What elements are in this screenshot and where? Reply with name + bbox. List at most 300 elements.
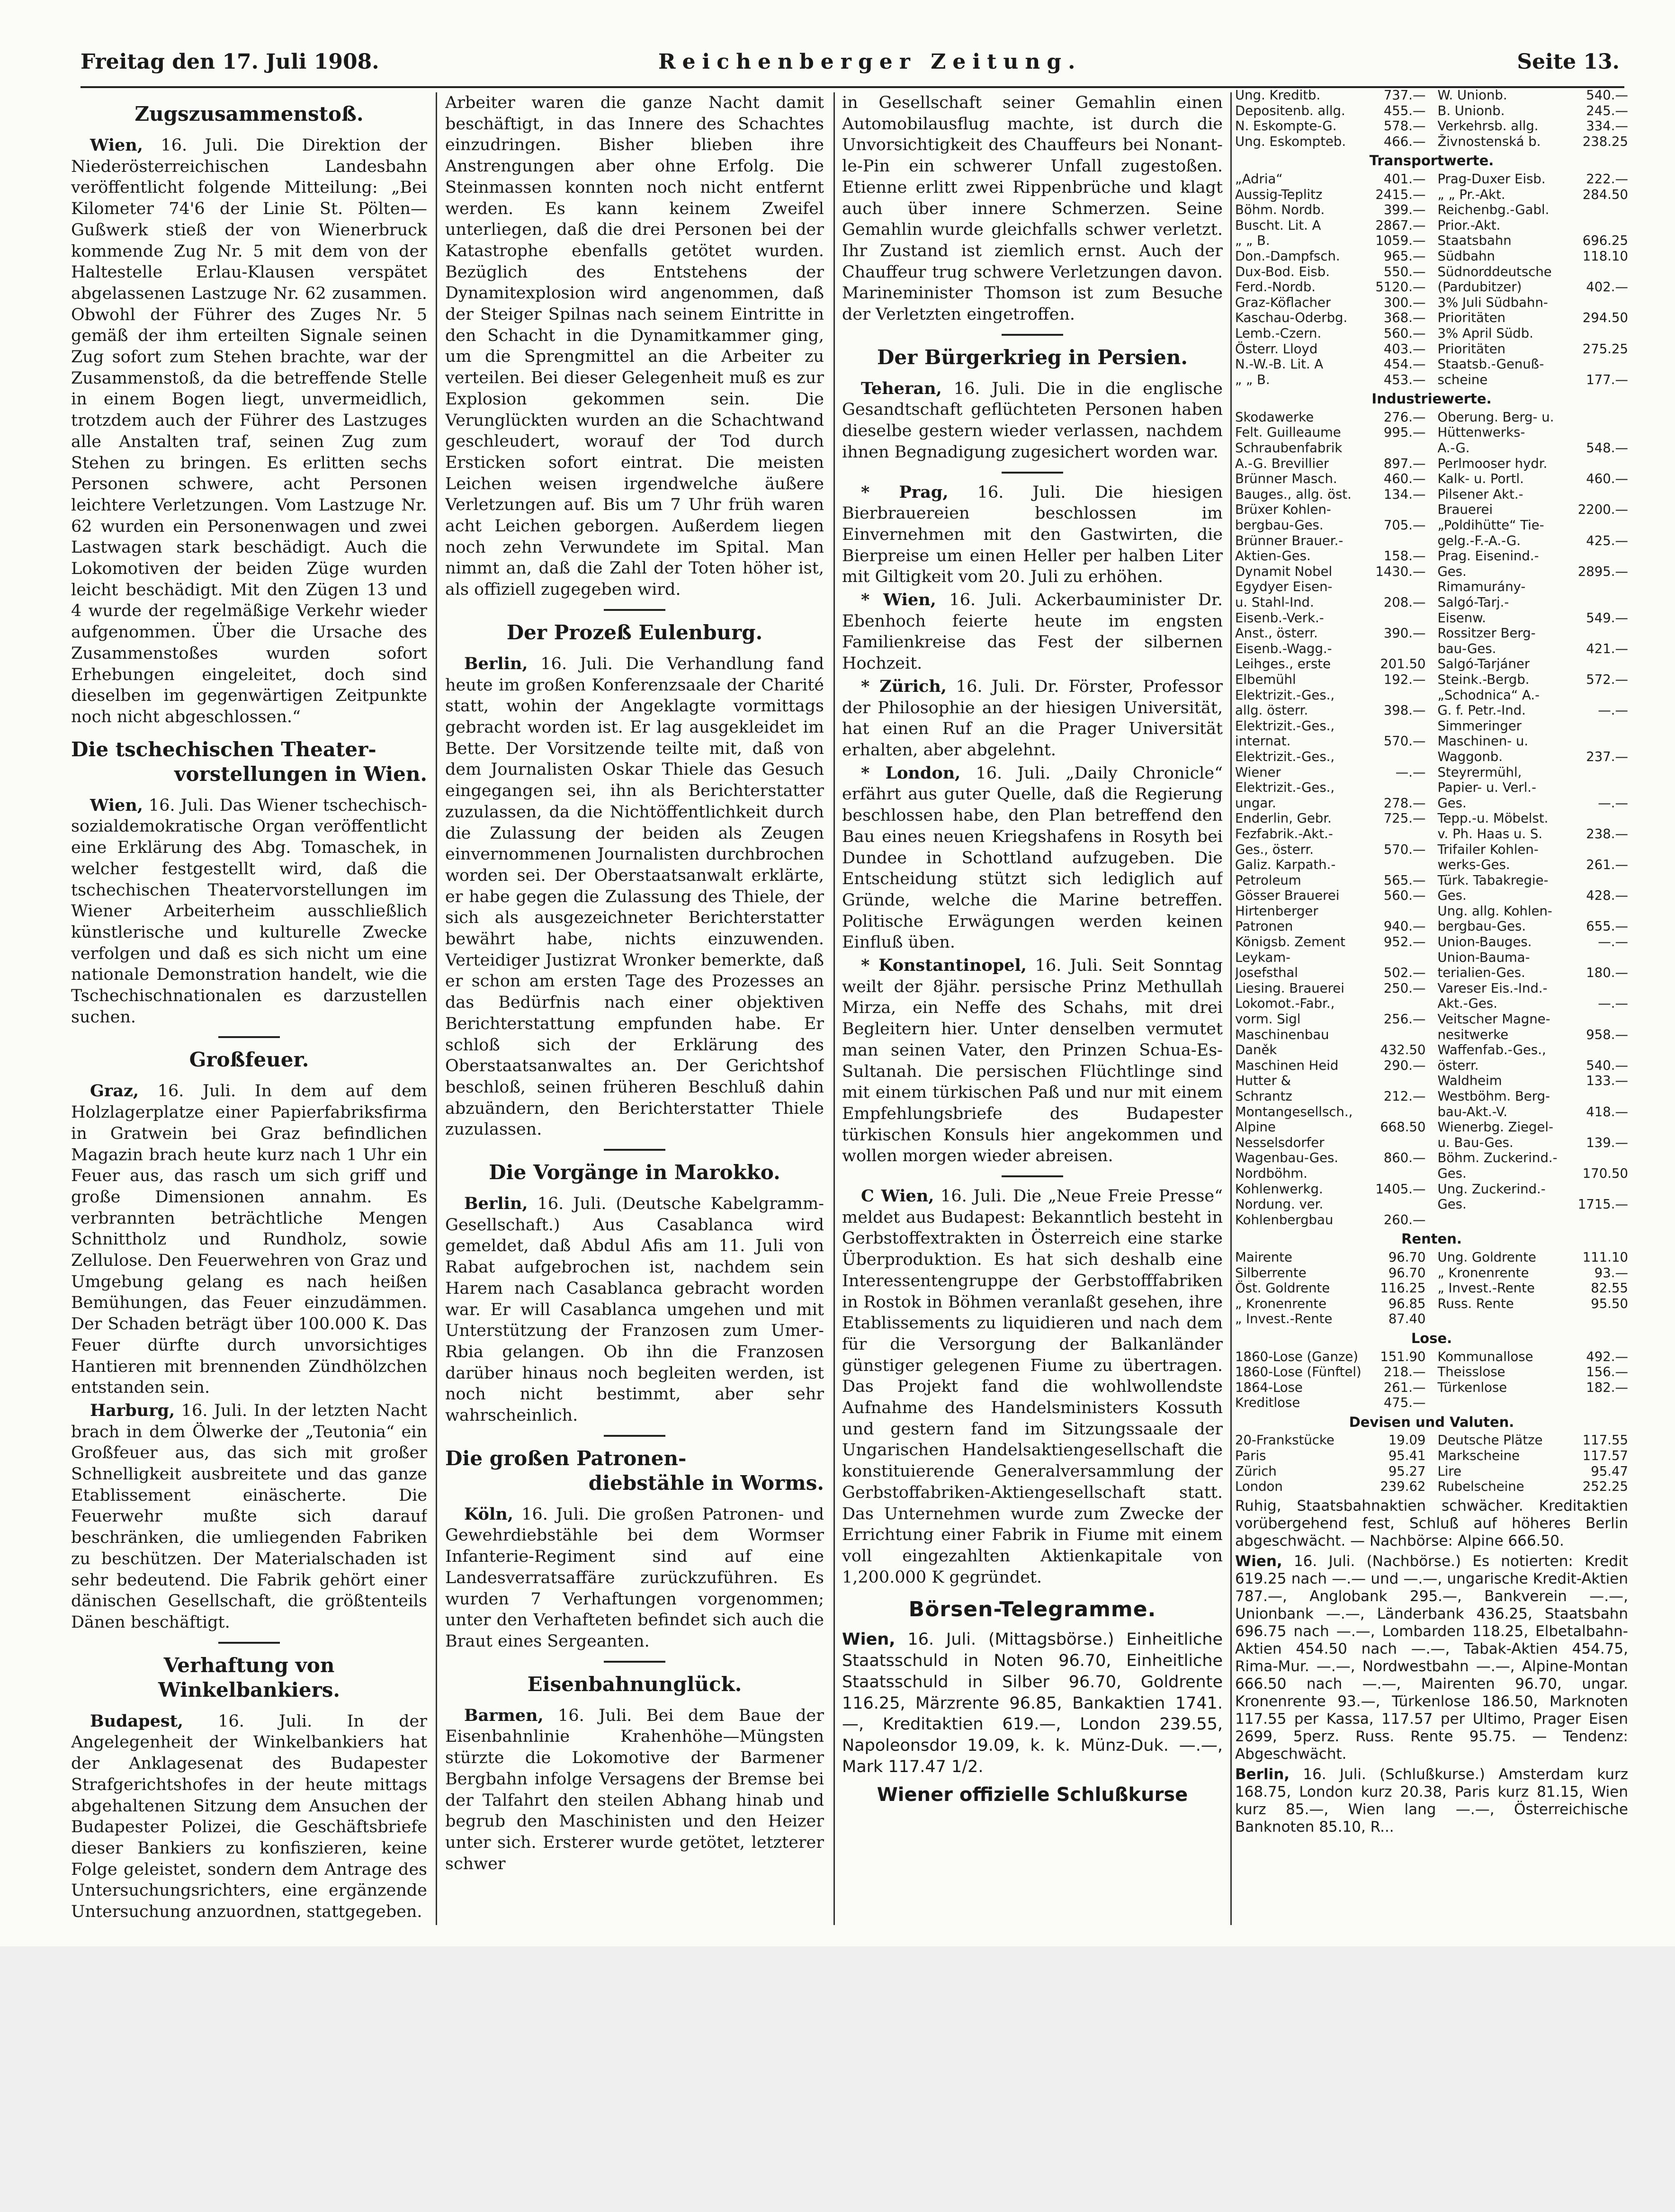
quote-name: Wiener xyxy=(1235,764,1281,780)
quote-name: Akt.-Ges. xyxy=(1437,996,1497,1012)
quote-name: Staatsbahn xyxy=(1437,233,1512,249)
quote-row xyxy=(1437,202,1628,218)
quote-row xyxy=(1235,1296,1426,1312)
quote-row xyxy=(1235,218,1426,233)
dateline: Barmen, xyxy=(464,1705,544,1725)
quote-name: Ung. Eskompteb. xyxy=(1235,134,1346,149)
article-body xyxy=(842,955,1223,1167)
article-body xyxy=(445,1705,824,1875)
quote-name: Lokomot.-Fabr., xyxy=(1235,996,1335,1012)
quote-row xyxy=(1235,672,1426,688)
quote-name: Galiz. Karpath.- xyxy=(1235,857,1336,873)
quote-row xyxy=(1235,888,1426,904)
quote-row xyxy=(1437,264,1628,280)
quote-value: 2200.— xyxy=(1577,502,1628,518)
quote-name: Südnorddeutsche xyxy=(1437,264,1552,279)
quote-value xyxy=(1626,456,1628,472)
quote-name: nesitwerke xyxy=(1437,1027,1509,1042)
quote-name: G. f. Petr.-Ind. xyxy=(1437,703,1526,718)
quote-name: Steink.-Bergb. xyxy=(1437,672,1530,687)
quote-name: Reichenbg.-Gabl. xyxy=(1437,202,1550,218)
quote-value: 19.09 xyxy=(1388,1433,1426,1448)
article-body xyxy=(71,795,427,1028)
quote-row xyxy=(1437,456,1628,472)
quote-row xyxy=(1235,1135,1426,1151)
quote-value: 860.— xyxy=(1383,1150,1426,1166)
quote-value: 116.25 xyxy=(1380,1281,1426,1296)
section-heading: Lose. xyxy=(1411,1330,1452,1346)
quote-row xyxy=(1437,341,1628,357)
quote-value xyxy=(1424,533,1426,549)
transport-table xyxy=(1235,171,1628,387)
quote-value: 1715.— xyxy=(1577,1197,1628,1212)
quote-row xyxy=(1437,749,1628,765)
quote-value: 212.— xyxy=(1383,1089,1426,1104)
quote-row xyxy=(1437,919,1628,934)
dateline: Harburg, xyxy=(90,1400,175,1420)
quote-name: Felt. Guilleaume xyxy=(1235,425,1341,440)
quote-name: A.-G. xyxy=(1437,440,1470,456)
quote-value: 475.— xyxy=(1383,1395,1426,1411)
quote-name: Eisenb.-Wagg.- xyxy=(1235,641,1332,656)
quote-row xyxy=(1235,533,1426,549)
quote-row xyxy=(1235,1042,1426,1058)
quote-name: Lemb.-Czern. xyxy=(1235,325,1322,341)
quote-row xyxy=(1235,765,1426,780)
quote-row xyxy=(1235,965,1426,981)
quote-row xyxy=(1437,187,1628,203)
quote-name: Leihges., erste xyxy=(1235,656,1331,672)
quote-name: Steyrermühl, xyxy=(1437,764,1522,780)
quote-value: 390.— xyxy=(1383,626,1426,641)
quote-value xyxy=(1626,842,1628,858)
quote-value: 156.— xyxy=(1586,1364,1628,1380)
quote-value: 82.55 xyxy=(1591,1281,1628,1296)
quote-row xyxy=(1235,734,1426,749)
quote-name: Verkehrsb. allg. xyxy=(1437,118,1539,134)
quote-value: 260.— xyxy=(1383,1212,1426,1227)
dateline: C Wien, xyxy=(861,1186,934,1206)
quote-row xyxy=(1437,326,1628,341)
quote-name: Josefsthal xyxy=(1235,965,1298,981)
section-heading: Devisen und Valuten. xyxy=(1349,1414,1514,1430)
quote-value: 87.40 xyxy=(1388,1311,1426,1327)
quote-row xyxy=(1437,1058,1628,1074)
quote-name: Anst., österr. xyxy=(1235,626,1318,641)
quote-value: 252.25 xyxy=(1582,1479,1628,1495)
quote-name: Rossitzer Berg- xyxy=(1437,626,1536,641)
quote-value: 402.— xyxy=(1586,279,1628,295)
quote-name: Gösser Brauerei xyxy=(1235,888,1340,904)
quote-value xyxy=(1626,487,1628,502)
article-body xyxy=(842,676,1223,761)
quote-name: Südbahn xyxy=(1437,248,1495,264)
quote-name: 1860-Lose (Ganze) xyxy=(1235,1349,1358,1364)
quote-name: 3% Juli Südbahn- xyxy=(1437,295,1548,310)
quote-value: 460.— xyxy=(1586,471,1628,487)
quote-row xyxy=(1235,425,1426,440)
quote-name: Rubelscheine xyxy=(1437,1479,1524,1495)
quote-row xyxy=(1437,1104,1628,1120)
quote-value: 170.50 xyxy=(1582,1165,1628,1181)
quote-row xyxy=(1235,295,1426,311)
quote-name: Graz-Köflacher xyxy=(1235,295,1331,310)
quote-value xyxy=(1626,688,1628,703)
quote-row xyxy=(1235,1281,1426,1296)
quote-name: „Poldihütte“ Tie- xyxy=(1437,518,1544,533)
quote-name: Dynamit Nobel xyxy=(1235,564,1333,579)
quote-value: 492.— xyxy=(1586,1349,1628,1364)
quote-name: Alpine xyxy=(1235,1119,1276,1135)
quote-value: 250.— xyxy=(1383,980,1426,996)
quote-row xyxy=(1437,811,1628,826)
quote-value: 460.— xyxy=(1383,471,1426,487)
quote-name: Pilsener Akt.- xyxy=(1437,486,1523,502)
quote-value xyxy=(1626,1119,1628,1135)
article-separator xyxy=(1002,334,1063,336)
quote-row xyxy=(1437,595,1628,610)
quote-value: 5120.— xyxy=(1375,279,1426,295)
article-text: 16. Juli. In der Angelegenheit der Winkelbankiers hat der Anklagesenat des Budapester Strafgerichtshofes in der heute mittags abgehaltenen Sitzung dem Ansuchen der Budapester Polizei, die Geschäftsbriefe dieser Bankiers zu konfiszieren, keine Folge geleistet, sondern dem Antrage des Untersuchungsrichters, eine ergänzende Untersuchung anzuordnen, stattgegeben. xyxy=(71,1711,427,1922)
quote-row xyxy=(1437,1027,1628,1043)
quote-row xyxy=(1235,950,1426,966)
article-headline xyxy=(445,1446,824,1496)
quote-row xyxy=(1437,1296,1628,1312)
quote-name: „ Kronenrente xyxy=(1235,1296,1327,1311)
quote-value: 133.— xyxy=(1586,1073,1628,1089)
quote-value xyxy=(1626,780,1628,796)
quote-row xyxy=(1437,1197,1628,1212)
quote-row xyxy=(1235,471,1426,487)
quote-row xyxy=(1235,1380,1426,1396)
quote-row xyxy=(1235,579,1426,595)
quote-row xyxy=(1437,171,1628,187)
article-text: 16. Juli. Die „Neue Freie Presse“ meldet aus Budapest: Bekanntlich besteht in Gerbstoffextrakten in Österreich eine starke Überproduktion. Es hat sich deshalb eine Interessentengruppe der Gerbstofffabriken in Rostok in Böhmen veranlaßt gesehen, ihre Etablissements zu liquidieren und nach dem für die Versorgung der Balkanländer günstiger gelegenen Fiume zu übertragen. Das Projekt fand die wohlwollendste Aufnahme des Handelsministers Kossuth und gestern fand im Sitzungssaale der Ungarischen Handelsaktiengesellschaft die konstituierende Generalversammlung der Gerbstoffabriken-Aktiengesellschaft statt. Das Unternehmen wurde zum Zwecke der Errichtung einer Fabrik in Fiume mit einem voll eingezahlten Aktienkapitale von 1,200.000 K gegründet. xyxy=(842,1187,1223,1587)
dateline: Berlin, xyxy=(464,1194,528,1214)
quote-value: 278.— xyxy=(1383,795,1426,811)
quote-name: N.-W.-B. Lit. A xyxy=(1235,357,1324,372)
quote-value: —.— xyxy=(1598,795,1628,811)
quote-name: Skodawerke xyxy=(1235,409,1314,425)
quote-value xyxy=(1626,425,1628,440)
quote-row xyxy=(1235,1448,1426,1464)
article-continuation: in Gesellschaft seiner Gemahlin einen Automobilausflug machte, ist durch die Unvorsichtigkeit des Chauffeurs bei Nonant-le-Pin ein schwerer Unfall zugestoßen. Etienne erlitt zwei Rippenbrüche und klagt auch über innere Schmerzen. Seine Gemahlin wurde gleichfalls schwer verletzt. Ihr Zustand ist ziemlich ernst. Auch der Chauffeur trug schwere Verletzungen davon. Marineminister Thomson ist zum Besuche der Verletzten eingetroffen. xyxy=(842,93,1223,324)
quote-row xyxy=(1437,626,1628,641)
quote-value xyxy=(1626,548,1628,564)
quote-row xyxy=(1235,981,1426,996)
quote-value: 95.47 xyxy=(1591,1463,1628,1479)
quote-row xyxy=(1437,440,1628,456)
quote-name: Elektrizit.-Ges., xyxy=(1235,749,1335,764)
quote-value: 180.— xyxy=(1586,965,1628,981)
quote-name: „Adria“ xyxy=(1235,171,1283,187)
quote-row xyxy=(1235,171,1426,187)
quote-name: „ Invest.-Rente xyxy=(1437,1281,1535,1296)
quote-row xyxy=(1437,1479,1628,1495)
article-headline: Verhaftung von Winkelbankiers. xyxy=(158,1653,340,1702)
quote-row xyxy=(1437,1182,1628,1197)
quote-name: Mairente xyxy=(1235,1249,1292,1265)
quote-row xyxy=(1437,965,1628,981)
quote-name: Maschinen Heid xyxy=(1235,1057,1339,1073)
quote-value: 455.— xyxy=(1383,103,1426,118)
quote-value: 572.— xyxy=(1586,672,1628,687)
dateline: * Konstantinopel, xyxy=(861,956,1027,976)
quote-row xyxy=(1437,1119,1628,1135)
quote-name: Buscht. Lit. A xyxy=(1235,217,1321,233)
quote-name: allg. österr. xyxy=(1235,703,1308,718)
quote-row xyxy=(1235,1364,1426,1380)
nachboerse-report: Wien, 16. Juli. (Nachbörse.) Es notierten: Kredit 619.25 nach —.— und —.—, ungarische Kredit-Aktien 787.—, Anglobank 295.—, Bankverein —.—, Unionbank —.—, Länderbank 436.25, Staatsbahn 696.75 nach —.—, Lombarden 118.25, Elbetalbahn-Aktien 454.50 nach —.—, Tabak-Aktien 454.75, Rima-Mur. —.—, Nordwestbahn —.—, Alpine-Montan 666.50 nach —.—, Mairenten 96.70, ungar. Kronenrente 93.—, Türkenlose 186.50, Marknoten 117.55 per Kassa, 117.57 per Ultimo, Prager Eisen 2699, 5perz. Russ. Rente 95.75. — Tendenz: Abgeschwächt. xyxy=(1235,1552,1628,1763)
article-body xyxy=(445,1504,824,1652)
quote-row xyxy=(1437,656,1628,672)
headline-line-2: diebstähle in Worms. xyxy=(588,1471,824,1495)
quote-name: Prag. Eisenind.- xyxy=(1437,548,1539,564)
quote-name: Tepp.-u. Möbelst. xyxy=(1437,811,1549,826)
quote-name: Brüxer Kohlen- xyxy=(1235,502,1331,518)
quote-row xyxy=(1437,842,1628,858)
quote-row xyxy=(1235,233,1426,249)
quote-row xyxy=(1437,734,1628,749)
quote-name: Aussig-Teplitz xyxy=(1235,187,1323,202)
quote-row xyxy=(1235,688,1426,703)
dateline: * Wien, xyxy=(861,590,936,610)
article-headline: Die Vorgänge in Marokko. xyxy=(489,1161,780,1184)
quote-row xyxy=(1235,842,1426,858)
quote-row xyxy=(1235,826,1426,842)
quote-name: Kommunallose xyxy=(1437,1349,1533,1364)
quote-name: Montangesellsch., xyxy=(1235,1104,1353,1119)
quote-name: bergbau-Ges. xyxy=(1437,919,1526,934)
article-separator xyxy=(604,609,665,611)
article-text: 16. Juli. (Deutsche Kabelgramm-Gesellschaft.) Aus Casablanca wird gemeldet, daß Abdul Afis am 11. Juli von Rabat aufgebrochen ist, nachdem sein Harem nach Casablanca gebracht worden war. Er will Casablanca umgehen und mit Unterstützung der Franzosen zum Umer-Rbia gelangen. Ob ihn die Franzosen darüber hinaus noch begleiten werden, ist noch nicht bestimmt, aber sehr wahrscheinlich. xyxy=(445,1194,824,1425)
quote-name: Kohlenbergbau xyxy=(1235,1212,1334,1227)
quote-value xyxy=(1626,264,1628,280)
quote-row xyxy=(1437,533,1628,549)
quote-value xyxy=(1424,749,1426,765)
quote-name: Nesselsdorfer xyxy=(1235,1135,1325,1150)
quote-row xyxy=(1437,950,1628,966)
quote-value: 158.— xyxy=(1383,548,1426,564)
quote-name: v. Ph. Haas u. S. xyxy=(1437,826,1543,842)
quote-value: 237.— xyxy=(1586,749,1628,764)
quote-row xyxy=(1437,357,1628,372)
quote-value xyxy=(1626,734,1628,749)
quote-value: 705.— xyxy=(1383,518,1426,533)
quote-name: werks-Ges. xyxy=(1437,857,1510,873)
quote-value: 1405.— xyxy=(1375,1181,1426,1197)
quote-value: 111.10 xyxy=(1582,1249,1628,1265)
quote-name: Dux-Bod. Eisb. xyxy=(1235,264,1330,279)
quote-value xyxy=(1424,1166,1426,1182)
quote-row xyxy=(1437,1380,1628,1396)
market-text: 16. Juli. (Mittagsbörse.) Einheitliche Staatsschuld in Noten 96.70, Einheitliche Staatsschuld in Silber 96.70, Goldrente 116.25, Märzrente 96.85, Bankaktien 1741.—, Kreditaktien 619.—, London 239.55, Napoleonsdor 19.09, k. k. Münz-Duk. —.—, Mark 117.47 1/2. xyxy=(842,1630,1223,1776)
headline-line-1: Die großen Patronen- xyxy=(445,1446,687,1470)
quote-name: Markscheine xyxy=(1437,1448,1520,1464)
article-text: 16. Juli. Die hiesigen Bierbrauereien beschlossen im Einvernehmen mit den Gastwirten, die Bierpreise um einen Heller per halben Liter mit Giltigkeit vom 20. Juli zu erhöhen. xyxy=(842,483,1223,587)
quote-name: „ „ Pr.-Akt. xyxy=(1437,187,1505,202)
quote-value: 399.— xyxy=(1383,202,1426,218)
article-body xyxy=(71,1711,427,1923)
market-report xyxy=(842,1629,1223,1777)
dateline: Köln, xyxy=(464,1504,513,1524)
quote-row xyxy=(1437,518,1628,533)
quote-value xyxy=(1626,1182,1628,1197)
quote-row xyxy=(1235,1433,1426,1448)
quote-value xyxy=(1626,1042,1628,1058)
quote-value xyxy=(1424,718,1426,734)
quote-row xyxy=(1235,310,1426,326)
quote-row xyxy=(1437,218,1628,233)
article-separator xyxy=(604,1435,665,1437)
quote-row xyxy=(1235,873,1426,888)
quote-value: 398.— xyxy=(1383,703,1426,718)
quote-value: 95.50 xyxy=(1591,1296,1628,1311)
quote-value: 1430.— xyxy=(1375,564,1426,579)
quote-name: Trifailer Kohlen- xyxy=(1437,842,1539,857)
quote-value: 222.— xyxy=(1586,171,1628,187)
quote-value: 421.— xyxy=(1586,641,1628,656)
article-headline: Zugszusammenstoß. xyxy=(134,102,364,125)
quote-row xyxy=(1235,372,1426,388)
quote-name: Königsb. Zement xyxy=(1235,934,1345,950)
quote-row xyxy=(1235,904,1426,919)
quote-row xyxy=(1437,1250,1628,1265)
column-1 xyxy=(71,92,427,1939)
section-title: Börsen-Telegramme. xyxy=(908,1597,1156,1622)
quote-value: 218.— xyxy=(1383,1364,1426,1380)
quote-name: Patronen xyxy=(1235,919,1293,934)
article-body xyxy=(71,135,427,728)
quote-value xyxy=(1424,641,1426,657)
quote-value: 432.50 xyxy=(1380,1042,1426,1058)
quote-value: 725.— xyxy=(1383,811,1426,826)
quote-value: —.— xyxy=(1598,934,1628,950)
article-body xyxy=(842,378,1223,463)
column-2 xyxy=(445,92,824,1939)
quote-row xyxy=(1235,780,1426,796)
quote-row xyxy=(1437,672,1628,688)
quote-value xyxy=(1626,765,1628,780)
quote-value: 466.— xyxy=(1383,134,1426,149)
quote-value xyxy=(1626,595,1628,610)
quote-name: Prior.-Akt. xyxy=(1437,217,1501,233)
quote-value xyxy=(1626,981,1628,996)
dateline: * London, xyxy=(861,763,961,783)
article-headline: Eisenbahnunglück. xyxy=(527,1672,742,1696)
quote-value xyxy=(1626,326,1628,341)
quote-row xyxy=(1235,341,1426,357)
quote-value: 261.— xyxy=(1586,857,1628,873)
quote-value: 368.— xyxy=(1383,310,1426,326)
quote-row xyxy=(1235,456,1426,472)
quote-row xyxy=(1235,1197,1426,1212)
quote-name: Daněk xyxy=(1235,1042,1277,1058)
market-note: Ruhig, Staatsbahnaktien schwächer. Kreditaktien vorübergehend fest, Schluß auf höheres Berlin abgeschwächt. — Nachbörse: Alpine 666.50. xyxy=(1235,1497,1628,1549)
quote-name: Wienerbg. Ziegel- xyxy=(1437,1119,1553,1135)
quote-name: Egydyer Eisen- xyxy=(1235,579,1333,595)
quote-value: 737.— xyxy=(1383,88,1426,103)
quote-row xyxy=(1437,857,1628,873)
quote-row xyxy=(1437,249,1628,264)
quote-name: bau-Ges. xyxy=(1437,641,1496,656)
quote-row xyxy=(1235,502,1426,518)
headline-line-1: Die tschechischen Theater- xyxy=(71,737,376,761)
quote-row xyxy=(1235,626,1426,641)
quote-row xyxy=(1235,564,1426,580)
quote-value: 570.— xyxy=(1383,842,1426,857)
quote-name: Liesing. Brauerei xyxy=(1235,980,1344,996)
quote-value xyxy=(1626,718,1628,734)
quote-value: 548.— xyxy=(1586,440,1628,456)
berlin-report: Berlin, 16. Juli. (Schlußkurse.) Amsterdam kurz 168.75, London kurz 20.38, Paris kurz 81.15, Wien kurz 85.—, Wien lang —.—, Österreichische Banknoten 85.10, R... xyxy=(1235,1765,1628,1836)
quote-name: Bauges., allg. öst. xyxy=(1235,486,1352,502)
article-continuation: Arbeiter waren die ganze Nacht damit beschäftigt, in das Innere des Schachtes einzudringen. Bisher blieben ihre Anstrengungen aber ohne Erfolg. Die Steinmassen konnten noch nicht entfernt werden. Es kann keinem Zweifel unterliegen, daß die drei Personen bei der Katastrophe ebenfalls getötet wurden. Bezüglich des Entstehens der Dynamitexplosion wird angenommen, daß der Steiger Spilnas nach seinem Eintritte in den Schacht in die Dynamitkammer ging, um die Sprengmittel an die Arbeiter zu verteilen. Bei dieser Gelegenheit muß es zur Explosion gekommen sein. Die Verunglückten wurden an die Schachtwand geschleudert, worauf der Tod durch Ersticken sofort eintrat. Die meisten Leichen weisen irgendwelche äußere Verletzungen auf. Bis um 7 Uhr früh waren acht Leichen geborgen. Außerdem liegen noch zehn Verwundete im Spital. Man nimmt an, daß die Zahl der Toten höher ist, als offiziell zugegeben wird. xyxy=(445,93,824,600)
quote-name: Ferd.-Nordb. xyxy=(1235,279,1316,295)
quote-value: 560.— xyxy=(1383,325,1426,341)
quote-row xyxy=(1235,1395,1426,1411)
quote-name: Kaschau-Oderbg. xyxy=(1235,310,1348,326)
quote-row xyxy=(1235,811,1426,826)
quote-name: ungar. xyxy=(1235,795,1276,811)
quote-value: 696.25 xyxy=(1582,233,1628,249)
quote-value: 245.— xyxy=(1586,103,1628,118)
quote-value: 550.— xyxy=(1383,264,1426,279)
quote-name: Waldheim xyxy=(1437,1073,1502,1089)
quote-value: 238.25 xyxy=(1582,134,1628,149)
article-text: 16. Juli. Die in die englische Gesandtschaft geflüchteten Personen haben dieselbe gestern wieder verlassen, nachdem ihnen Begnadigung zugesichert worden war. xyxy=(842,379,1223,462)
quote-value: 428.— xyxy=(1586,888,1628,904)
quote-name: Ung. Zuckerind.- xyxy=(1437,1181,1546,1197)
quote-row xyxy=(1437,1265,1628,1281)
quote-value: 540.— xyxy=(1586,1057,1628,1073)
quote-name: Österr. Lloyd xyxy=(1235,341,1318,357)
article-separator xyxy=(218,1036,280,1038)
quote-name: Maschinenbau xyxy=(1235,1027,1329,1042)
quote-name: Schraubenfabrik xyxy=(1235,440,1343,456)
article-body xyxy=(842,590,1223,674)
dateline: Wien, xyxy=(90,795,143,815)
quote-row xyxy=(1235,487,1426,502)
quote-value: 256.— xyxy=(1383,1012,1426,1027)
quote-row xyxy=(1437,410,1628,425)
devisen-table xyxy=(1235,1433,1628,1494)
quote-row xyxy=(1235,610,1426,626)
quote-value: 2895.— xyxy=(1577,564,1628,579)
quote-name: Prioritäten xyxy=(1437,310,1506,326)
header-date: Freitag den 17. Juli 1908. xyxy=(81,50,379,74)
quote-name: bau-Akt.-V. xyxy=(1437,1104,1508,1119)
quote-row xyxy=(1235,718,1426,734)
dateline: Wien, xyxy=(90,135,143,155)
quote-name: W. Unionb. xyxy=(1437,88,1507,103)
article-text: 16. Juli. „Daily Chronicle“ erfährt aus guter Quelle, daß die Regierung beschlossen habe, den Plan betreffend den Bau eines neuen Kriegshafens in Rosyth bei Dundee in Schottland aufzugeben. Die Entscheidung stützt sich lediglich auf Gründe, welche die Marine betreffen. Politische Erwägungen werden keinen Einfluß üben. xyxy=(842,763,1223,952)
quote-row xyxy=(1437,1464,1628,1479)
bank-table xyxy=(1235,88,1628,149)
article-text: 16. Juli. Dr. Förster, Professor der Philosophie an der hiesigen Universität, hat einen Ruf an die Prager Universität erhalten, aber abgelehnt. xyxy=(842,677,1223,760)
quote-row xyxy=(1235,103,1426,119)
quote-value xyxy=(1626,626,1628,641)
article-text: 16. Juli. Bei dem Baue der Eisenbahnlinie Krahenhöhe—Müngsten stürzte die Lokomotive der Barmener Bergbahn infolge Versagens der Bremse bei der Talfahrt den steilen Abhang hinab und begrub den Maschinisten und den Heizer unter sich. Ersterer wurde getötet, letzterer schwer xyxy=(445,1706,824,1873)
quote-row xyxy=(1235,1464,1426,1479)
quote-row xyxy=(1235,1058,1426,1074)
quote-name: u. Bau-Ges. xyxy=(1437,1135,1514,1150)
quote-value: 401.— xyxy=(1383,171,1426,187)
quote-row xyxy=(1437,471,1628,487)
article-headline: Der Bürgerkrieg in Persien. xyxy=(877,345,1188,369)
quote-name: Ges. xyxy=(1437,564,1467,579)
quote-row xyxy=(1437,826,1628,842)
